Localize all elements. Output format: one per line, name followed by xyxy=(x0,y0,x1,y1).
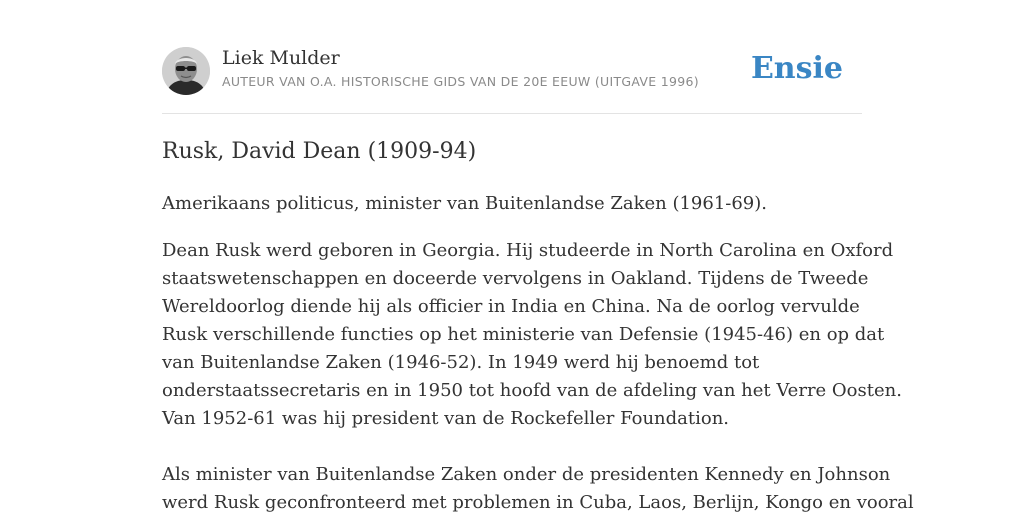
author-name[interactable]: Liek Mulder xyxy=(222,47,340,69)
ensie-logo[interactable]: Ensie xyxy=(750,51,843,86)
author-avatar[interactable] xyxy=(162,47,210,95)
body-text-line: Dean Rusk werd geboren in Georgia. Hij studeerde in North Carolina en Oxford xyxy=(162,240,894,261)
body-text-line: Rusk verschillende functies op het ministerie van Defensie (1945-46) en op dat xyxy=(162,324,885,345)
paragraph-spacer xyxy=(162,433,882,461)
body-text-line: Als minister van Buitenlandse Zaken onder de presidenten Kennedy en Johnson xyxy=(162,464,891,485)
author-header xyxy=(162,47,862,95)
body-text-line: Wereldoorlog diende hij als officier in India en China. Na de oorlog vervulde xyxy=(162,296,860,317)
body-text-line: Van 1952-61 was hij president van de Rockefeller Foundation. xyxy=(162,408,730,429)
article-page xyxy=(162,0,914,513)
author-photo-icon xyxy=(162,47,210,95)
article-intro: Amerikaans politicus, minister van Buitenlandse Zaken (1961-69). xyxy=(162,193,768,214)
header-divider xyxy=(162,113,862,114)
article-title: Rusk, David Dean (1909-94) xyxy=(162,139,477,164)
body-text-line: onderstaatssecretaris en in 1950 tot hoofd van de afdeling van het Verre Oosten. xyxy=(162,380,902,401)
body-text-line: werd Rusk geconfronteerd met problemen in Cuba, Laos, Berlijn, Kongo en vooral xyxy=(162,492,914,513)
body-text-line: staatswetenschappen en doceerde vervolgens in Oakland. Tijdens de Tweede xyxy=(162,268,869,289)
body-text-line: van Buitenlandse Zaken (1946-52). In 1949 werd hij benoemd tot xyxy=(162,352,760,373)
author-description: AUTEUR VAN O.A. HISTORISCHE GIDS VAN DE 20E EEUW (UITGAVE 1996) xyxy=(222,74,699,89)
article-body xyxy=(162,237,914,517)
